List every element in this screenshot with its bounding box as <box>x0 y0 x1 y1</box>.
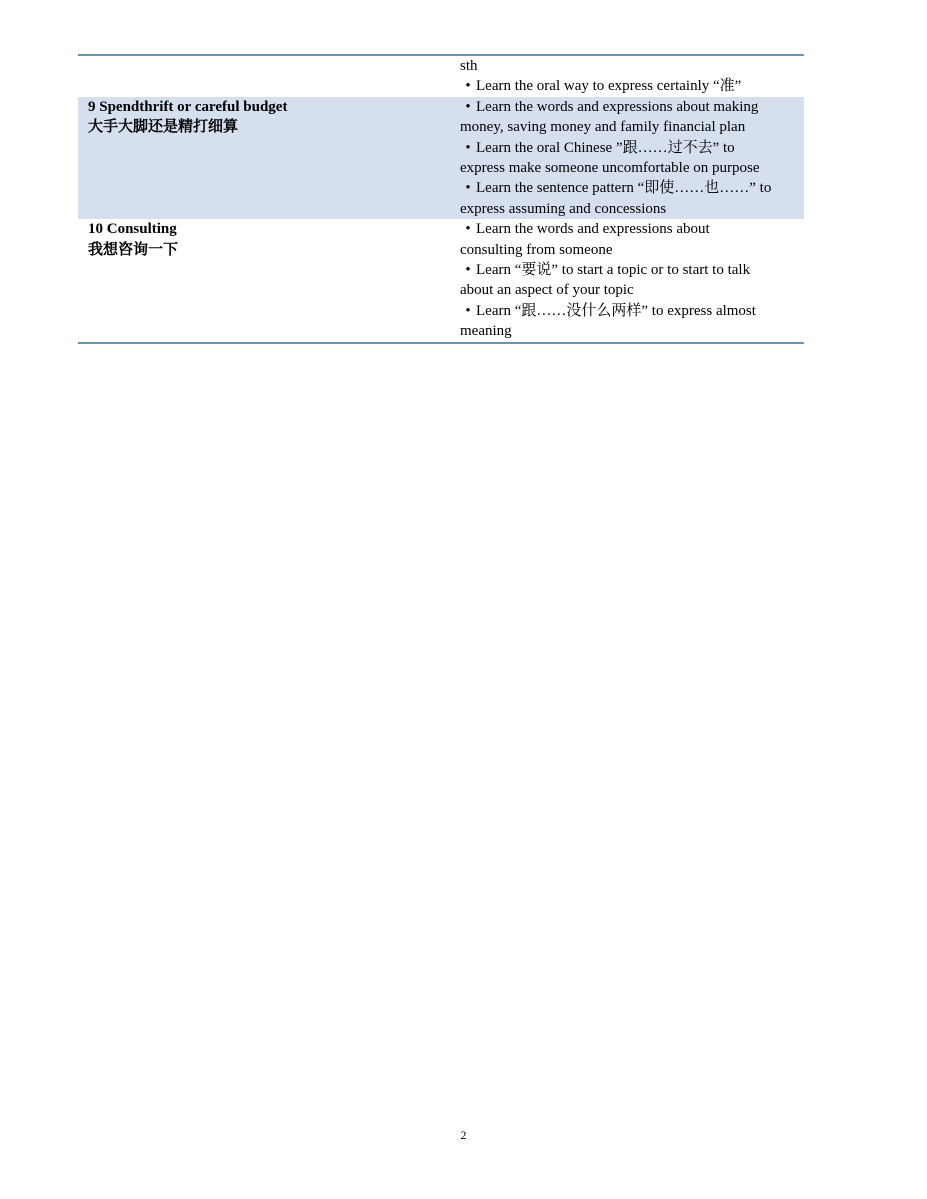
bullet-icon: • <box>465 139 471 156</box>
objective-text: Learn the words and expressions about making <box>476 98 759 115</box>
bullet-icon: • <box>465 302 471 319</box>
table-row <box>78 55 804 97</box>
objective-text: Learn “要说” to start a topic or to start to talk <box>476 262 751 279</box>
objective-line <box>460 97 798 117</box>
bullet-icon: • <box>465 78 471 95</box>
objective-text: meaning <box>460 323 512 340</box>
lesson-objectives-cell <box>450 97 804 219</box>
table-row <box>78 219 804 342</box>
objective-text: sth <box>460 58 478 74</box>
lesson-objectives-cell <box>450 55 804 97</box>
objective-line <box>460 280 798 300</box>
objective-line <box>460 158 798 178</box>
objective-line <box>460 199 798 219</box>
objective-line <box>460 301 798 321</box>
lesson-title-zh: 我想咨询一下 <box>88 241 179 258</box>
objective-text: about an aspect of your topic <box>460 282 634 299</box>
objective-line <box>460 56 798 76</box>
objective-text: Learn the words and expressions about <box>476 221 710 238</box>
objective-line <box>460 321 798 341</box>
objective-line <box>460 219 798 239</box>
lesson-title-zh: 大手大脚还是精打细算 <box>88 119 239 136</box>
objective-line <box>460 76 798 96</box>
lesson-objectives-cell <box>450 219 804 342</box>
bullet-icon: • <box>465 180 471 197</box>
objective-line <box>460 260 798 280</box>
objective-line <box>460 178 798 198</box>
page-number: 2 <box>460 1128 467 1142</box>
curriculum-table-body <box>78 55 804 343</box>
objective-text: express make someone uncomfortable on purpose <box>460 160 760 177</box>
lesson-topic-cell <box>78 219 450 342</box>
lesson-topic-cell <box>78 97 450 219</box>
objective-text: express assuming and concessions <box>460 200 667 217</box>
bullet-icon: • <box>465 221 471 238</box>
bullet-icon: • <box>465 262 471 279</box>
table-row <box>78 97 804 219</box>
objective-text: Learn the oral way to express certainly “准” <box>476 78 742 95</box>
objective-text: money, saving money and family financial plan <box>460 119 746 136</box>
lesson-title-en: 9 Spendthrift or careful budget <box>88 98 288 115</box>
objective-text: Learn the sentence pattern “即使……也……” to <box>476 180 772 197</box>
curriculum-table-container <box>78 54 804 344</box>
curriculum-table <box>78 54 804 344</box>
objective-line <box>460 117 798 137</box>
objective-text: consulting from someone <box>460 241 613 258</box>
lesson-title-en: 10 Consulting <box>88 221 177 238</box>
objective-text: Learn the oral Chinese ”跟……过不去” to <box>476 139 735 156</box>
objective-line <box>460 240 798 260</box>
bullet-icon: • <box>465 98 471 115</box>
objective-line <box>460 138 798 158</box>
objective-text: Learn “跟……没什么两样” to express almost <box>476 302 756 319</box>
lesson-topic-cell <box>78 55 450 97</box>
